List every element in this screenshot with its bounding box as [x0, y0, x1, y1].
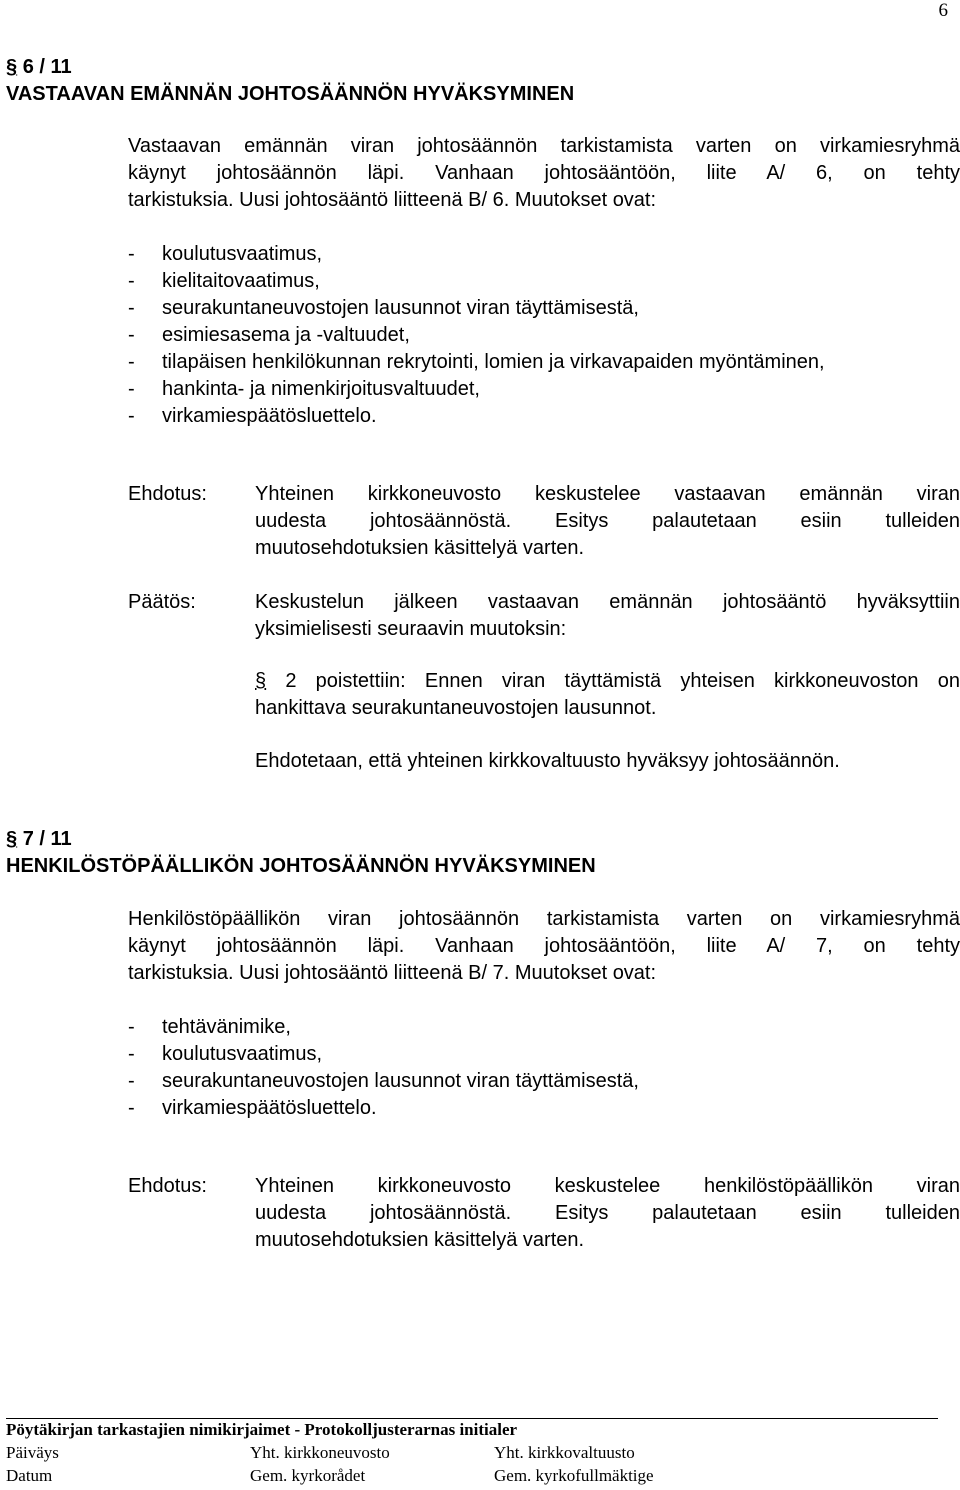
footer-cell: Yht. kirkkoneuvosto [250, 1443, 390, 1462]
footer-cell: Gem. kyrkorådet [250, 1466, 366, 1485]
footer-cell: Gem. kyrkofullmäktige [494, 1466, 654, 1485]
section-number: 6 / 11 [22, 56, 72, 78]
changes-list [128, 241, 825, 430]
list-item: - esimiesasema ja -valtuudet, [128, 324, 410, 346]
section-heading-6 [6, 54, 574, 108]
list-item: - virkamiespäätösluettelo. [128, 405, 377, 427]
footer-title: Pöytäkirjan tarkastajien nimikirjaimet - Protokolljusterarnas initialer [6, 1420, 518, 1439]
footer-cell: Päiväys [6, 1443, 59, 1462]
intro-line: käynyt johtosäännön läpi. Vanhaan johtosääntöön, liite A/ 6, on tehty [128, 162, 960, 184]
intro-line: tarkistuksia. Uusi johtosääntö liitteenä B/ 7. Muutokset ovat: [128, 962, 657, 984]
proposal-label: Ehdotus: [128, 483, 207, 505]
amendment-text: § 2 poistettiin: Ennen viran täyttämistä yhteisen kirkkoneuvoston on hankittava seurakuntaneuvostojen lausunnot. [255, 670, 960, 719]
intro-line: Vastaavan emännän viran johtosäännön tarkistamista varten on virkamiesryhmä [128, 135, 960, 157]
footer-row [6, 1441, 936, 1464]
decision-text: Keskustelun jälkeen vastaavan emännän johtosääntö hyväksyttiin yksimielisesti seuraavin muutoksin: [255, 591, 960, 640]
page-number: 6 [938, 0, 948, 21]
section-symbol: § [6, 56, 18, 78]
section-intro [128, 133, 960, 214]
decision-label: Päätös: [128, 591, 196, 613]
list-item: - seurakuntaneuvostojen lausunnot viran täyttämisestä, [128, 297, 639, 319]
page-footer [6, 1418, 936, 1487]
intro-line: käynyt johtosäännön läpi. Vanhaan johtosääntöön, liite A/ 7, on tehty [128, 935, 960, 957]
footer-cell: Yht. kirkkovaltuusto [494, 1443, 635, 1462]
section-intro [128, 906, 960, 987]
section-heading-7 [6, 826, 596, 880]
list-item: - virkamiespäätösluettelo. [128, 1097, 377, 1119]
list-item: - tilapäisen henkilökunnan rekrytointi, lomien ja virkavapaiden myöntäminen, [128, 351, 825, 373]
proposal-text: Yhteinen kirkkoneuvosto keskustelee vastaavan emännän viran uudesta johtosäännöstä. Esitys palautetaan esiin tulleiden muutosehdotuksien käsittelyä varten. [255, 483, 960, 559]
footer-row [6, 1464, 936, 1487]
proposal-label: Ehdotus: [128, 1175, 207, 1197]
list-item: - koulutusvaatimus, [128, 1043, 323, 1065]
list-item: - kielitaitovaatimus, [128, 270, 320, 292]
list-item: - tehtävänimike, [128, 1016, 291, 1038]
list-item: - seurakuntaneuvostojen lausunnot viran täyttämisestä, [128, 1070, 639, 1092]
section-title: VASTAAVAN EMÄNNÄN JOHTOSÄÄNNÖN HYVÄKSYMINEN [6, 83, 575, 105]
proposal-text: Yhteinen kirkkoneuvosto keskustelee henkilöstöpäällikön viran uudesta johtosäännöstä. Esitys palautetaan esiin tulleiden muutosehdotuksien käsittelyä varten. [255, 1175, 960, 1251]
list-item: - koulutusvaatimus, [128, 243, 323, 265]
list-item: - hankinta- ja nimenkirjoitusvaltuudet, [128, 378, 480, 400]
intro-line: tarkistuksia. Uusi johtosääntö liitteenä B/ 6. Muutokset ovat: [128, 189, 657, 211]
changes-list [128, 1014, 639, 1122]
section-number: 7 / 11 [22, 828, 72, 850]
section-title: HENKILÖSTÖPÄÄLLIKÖN JOHTOSÄÄNNÖN HYVÄKSYMINEN [6, 855, 596, 877]
section-symbol: § [6, 828, 18, 850]
footer-cell: Datum [6, 1466, 53, 1485]
intro-line: Henkilöstöpäällikön viran johtosäännön tarkistamista varten on virkamiesryhmä [128, 908, 960, 930]
footer-rule [6, 1418, 938, 1419]
final-proposal: Ehdotetaan, että yhteinen kirkkovaltuusto hyväksyy johtosäännön. [255, 750, 840, 772]
